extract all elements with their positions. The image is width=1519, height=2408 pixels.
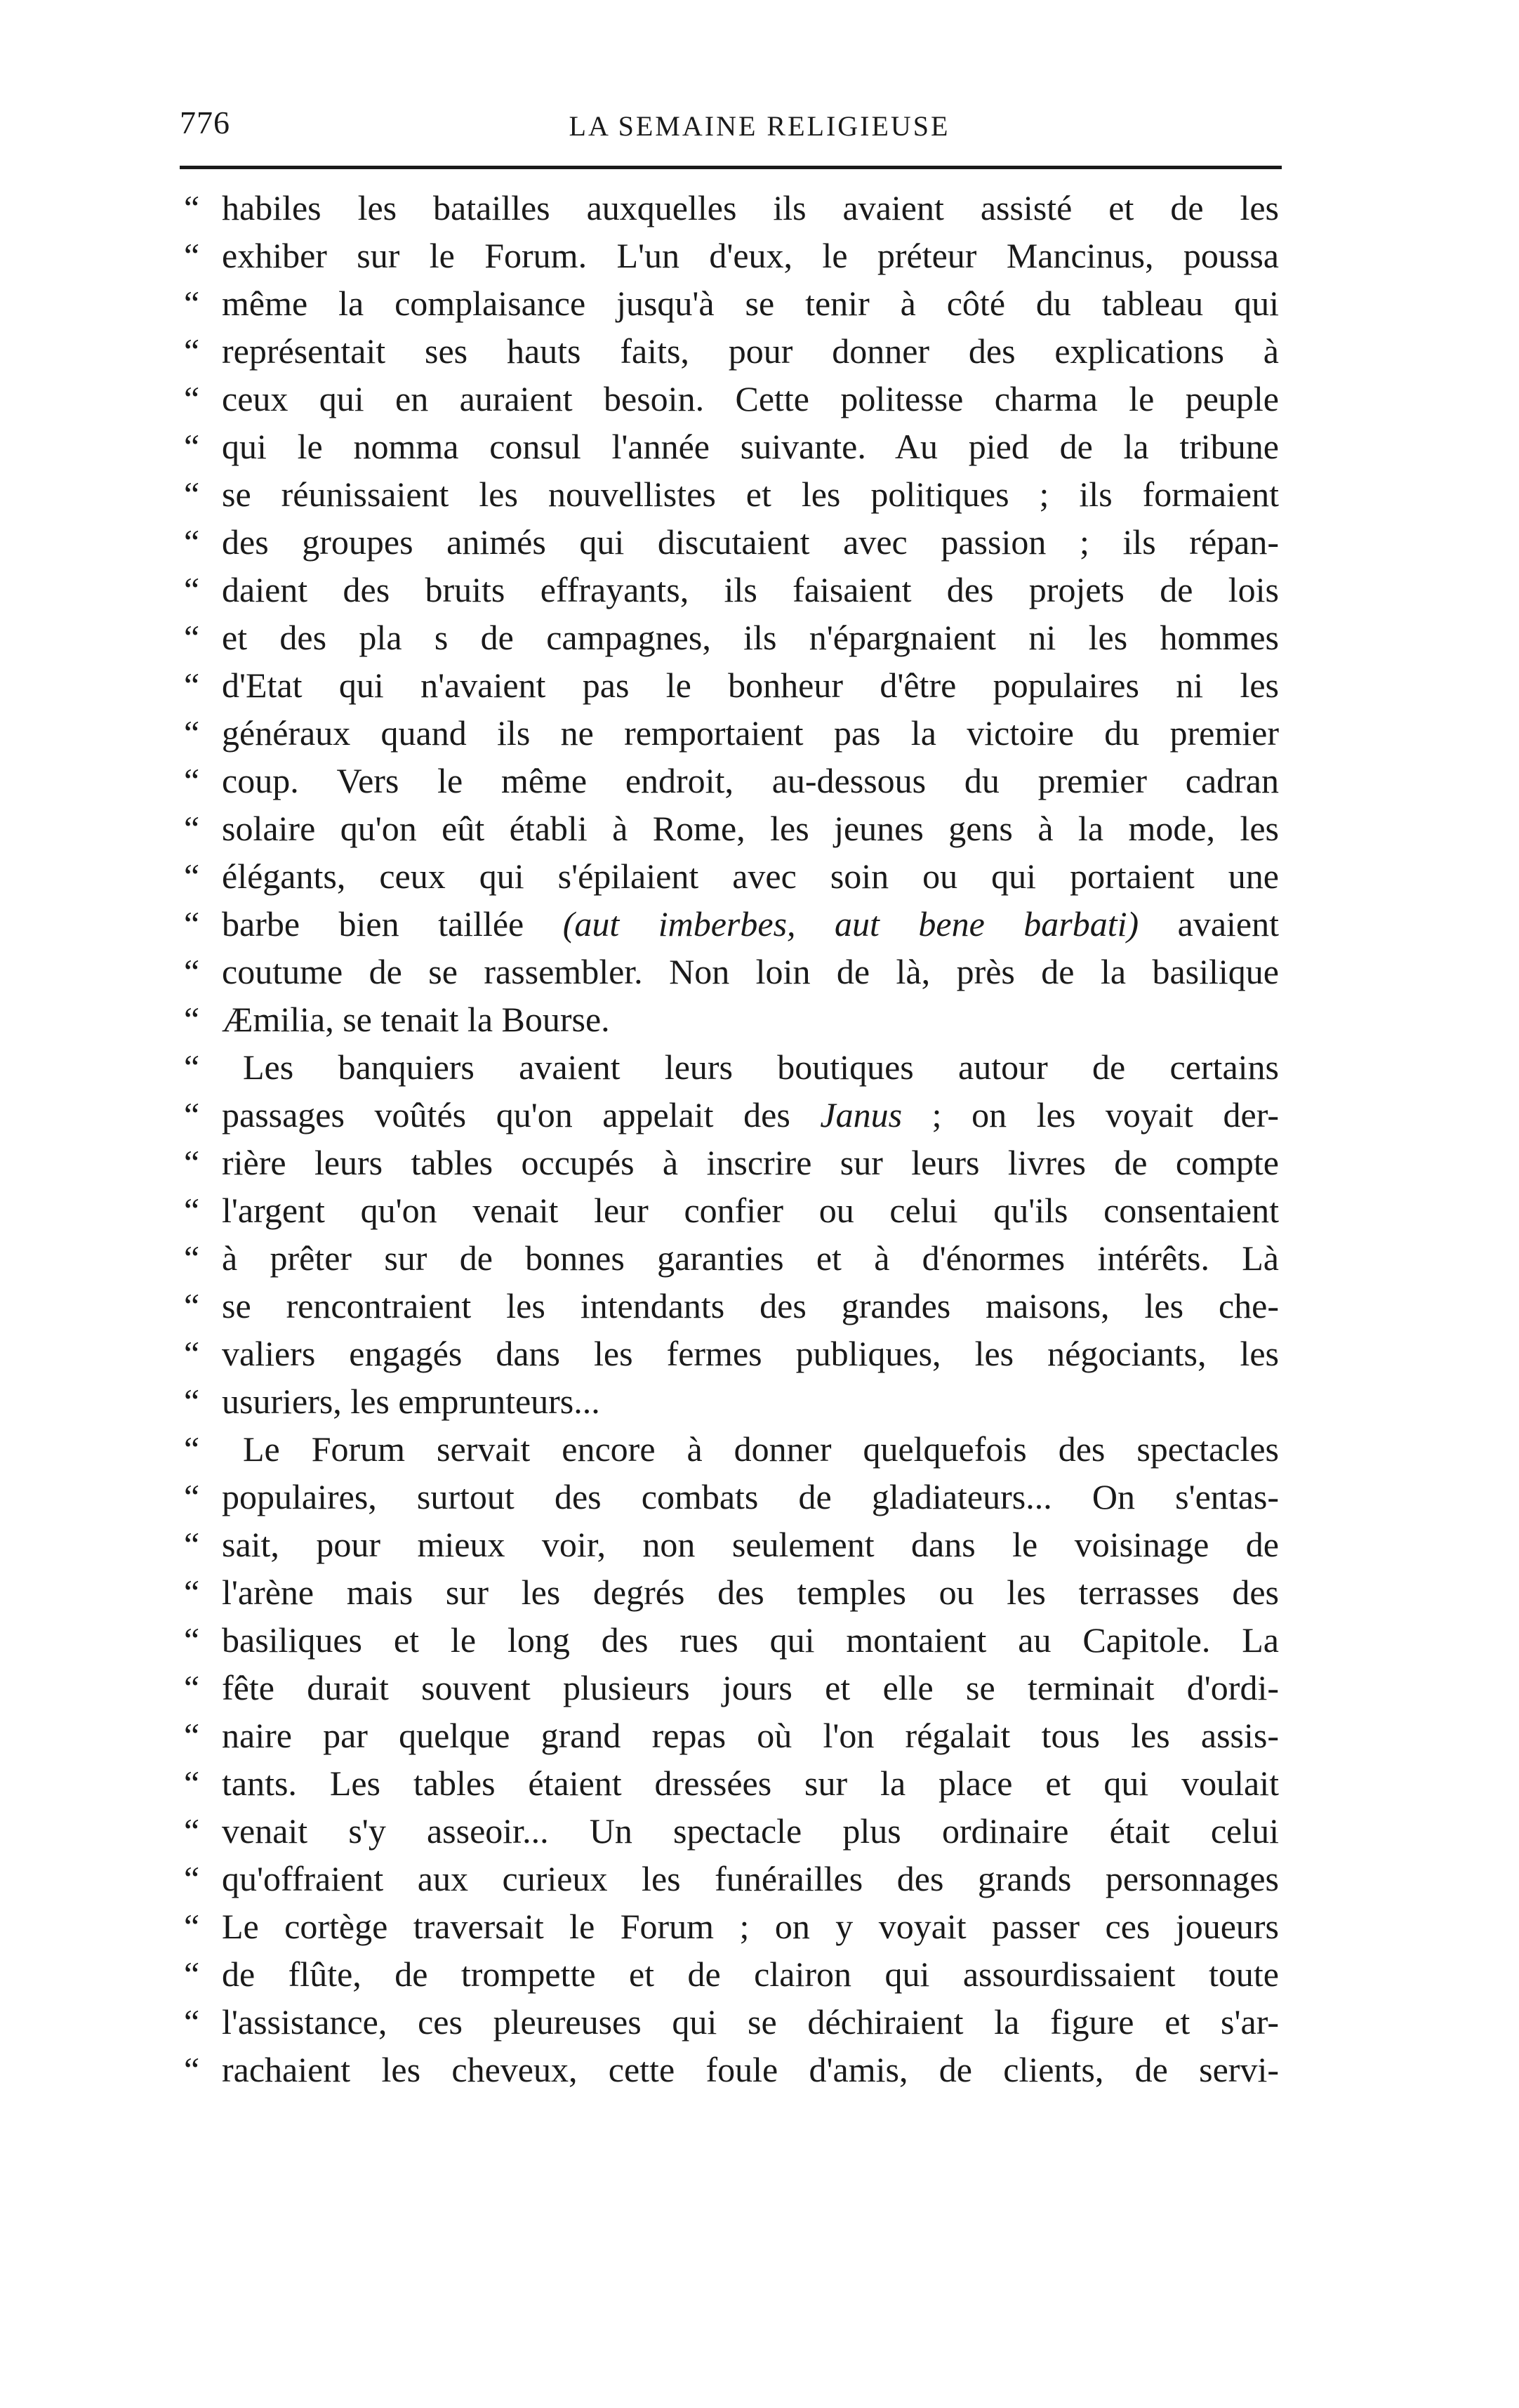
body-text xyxy=(184,184,1279,2093)
line-text: barbe bien taillée xyxy=(222,904,563,944)
quote-mark: “ xyxy=(184,1764,200,1803)
line-text: l'arène mais sur les degrés des temples ou les terrasses des xyxy=(222,1573,1279,1612)
line-text: des groupes animés qui discutaient avec passion ; ils répan- xyxy=(222,522,1279,562)
text-line xyxy=(184,1139,1279,1186)
text-line xyxy=(184,1186,1279,1234)
quote-mark: “ xyxy=(184,1095,200,1134)
quote-mark: “ xyxy=(184,1668,200,1707)
line-text: Le cortège traversait le Forum ; on y voyait passer ces joueurs xyxy=(222,1907,1279,1946)
quote-mark: “ xyxy=(184,1716,200,1755)
text-line xyxy=(184,1855,1279,1903)
line-text: passages voûtés qu'on appelait des xyxy=(222,1095,821,1134)
quote-mark: “ xyxy=(184,379,200,418)
text-line xyxy=(184,1521,1279,1568)
quote-mark: “ xyxy=(184,1573,200,1612)
quote-mark: “ xyxy=(184,1047,200,1087)
line-text: qu'offraient aux curieux les funérailles des grands personnages xyxy=(222,1859,1279,1898)
line-text: généraux quand ils ne remportaient pas la victoire du premier xyxy=(222,713,1279,753)
text-line xyxy=(184,709,1279,757)
line-text: Les banquiers avaient leurs boutiques autour de certains xyxy=(243,1047,1279,1087)
line-text: daient des bruits effrayants, ils faisaient des projets de lois xyxy=(222,570,1279,609)
quote-mark: “ xyxy=(184,952,200,991)
line-text: d'Etat qui n'avaient pas le bonheur d'être populaires ni les xyxy=(222,666,1279,705)
text-line xyxy=(184,614,1279,661)
quote-mark: “ xyxy=(184,1477,200,1516)
line-text: usuriers, les emprunteurs... xyxy=(222,1382,600,1421)
text-line xyxy=(184,566,1279,614)
quote-mark: “ xyxy=(184,1238,200,1278)
line-text: rière leurs tables occupés à inscrire sur leurs livres de compte xyxy=(222,1143,1279,1182)
quote-mark: “ xyxy=(184,188,200,227)
quote-mark: “ xyxy=(184,2002,200,2042)
running-title: LA SEMAINE RELIGIEUSE xyxy=(569,110,950,142)
quote-mark: “ xyxy=(184,284,200,323)
text-line xyxy=(184,423,1279,470)
text-line xyxy=(184,1091,1279,1139)
line-text: populaires, surtout des combats de gladiateurs... On s'entas- xyxy=(222,1477,1279,1516)
line-text-end: avaient xyxy=(1139,904,1279,944)
text-line xyxy=(184,1950,1279,1998)
quote-mark: “ xyxy=(184,522,200,562)
text-line xyxy=(184,995,1279,1043)
quote-mark: “ xyxy=(184,809,200,848)
italic-text: (aut imberbes, aut bene barbati) xyxy=(562,904,1139,944)
text-line xyxy=(184,327,1279,375)
quote-mark: “ xyxy=(184,1620,200,1660)
text-line xyxy=(184,375,1279,423)
line-text: basiliques et le long des rues qui montaient au Capitole. La xyxy=(222,1620,1279,1660)
quote-mark: “ xyxy=(184,1525,200,1564)
line-text: de flûte, de trompette et de clairon qui assourdissaient toute xyxy=(222,1954,1279,1994)
line-text: habiles les batailles auxquelles ils avaient assisté et de les xyxy=(222,188,1279,227)
text-line xyxy=(184,1664,1279,1712)
line-text: Le Forum servait encore à donner quelquefois des spectacles xyxy=(243,1429,1279,1469)
quote-mark: “ xyxy=(184,1000,200,1039)
line-text: l'argent qu'on venait leur confier ou celui qu'ils consentaient xyxy=(222,1191,1279,1230)
text-line xyxy=(184,1759,1279,1807)
line-text: l'assistance, ces pleureuses qui se déchiraient la figure et s'ar- xyxy=(222,2002,1279,2042)
quote-mark: “ xyxy=(184,331,200,371)
text-line xyxy=(184,1377,1279,1425)
line-text: tants. Les tables étaient dressées sur la place et qui voulait xyxy=(222,1764,1279,1803)
text-line xyxy=(184,1234,1279,1282)
line-text: ceux qui en auraient besoin. Cette politesse charma le peuple xyxy=(222,379,1279,418)
text-line xyxy=(184,1473,1279,1521)
line-text: et des pla s de campagnes, ils n'épargnaient ni les hommes xyxy=(222,618,1279,657)
quote-mark: “ xyxy=(184,713,200,753)
quote-mark: “ xyxy=(184,618,200,657)
quote-mark: “ xyxy=(184,856,200,896)
line-text: valiers engagés dans les fermes publiques, les négociants, les xyxy=(222,1334,1279,1373)
line-text: coup. Vers le même endroit, au-dessous du premier cadran xyxy=(222,761,1279,800)
text-line xyxy=(184,518,1279,566)
text-line xyxy=(184,184,1279,232)
quote-mark: “ xyxy=(184,2050,200,2089)
quote-mark: “ xyxy=(184,475,200,514)
line-text: à prêter sur de bonnes garanties et à d'énormes intérêts. Là xyxy=(222,1238,1279,1278)
text-line xyxy=(184,900,1279,948)
line-text: venait s'y asseoir... Un spectacle plus ordinaire était celui xyxy=(222,1811,1279,1851)
line-text: se réunissaient les nouvellistes et les politiques ; ils formaient xyxy=(222,475,1279,514)
line-text-end: ; on les voyait der- xyxy=(902,1095,1279,1134)
quote-mark: “ xyxy=(184,1143,200,1182)
text-line xyxy=(184,1568,1279,1616)
italic-text: Janus xyxy=(820,1095,903,1134)
quote-mark: “ xyxy=(184,1907,200,1946)
text-line xyxy=(184,2046,1279,2093)
line-text: naire par quelque grand repas où l'on régalait tous les assis- xyxy=(222,1716,1279,1755)
text-line xyxy=(184,1330,1279,1377)
line-text: se rencontraient les intendants des grandes maisons, les che- xyxy=(222,1286,1279,1325)
text-line xyxy=(184,1282,1279,1330)
line-text: élégants, ceux qui s'épilaient avec soin ou qui portaient une xyxy=(222,856,1279,896)
text-line xyxy=(184,852,1279,900)
line-text: exhiber sur le Forum. L'un d'eux, le préteur Mancinus, poussa xyxy=(222,236,1279,275)
text-line xyxy=(184,232,1279,279)
text-line xyxy=(184,1712,1279,1759)
text-line xyxy=(184,1903,1279,1950)
quote-mark: “ xyxy=(184,666,200,705)
line-text: Æmilia, se tenait la Bourse. xyxy=(222,1000,610,1039)
quote-mark: “ xyxy=(184,1429,200,1469)
text-line xyxy=(184,661,1279,709)
line-text: rachaient les cheveux, cette foule d'amis, de clients, de servi- xyxy=(222,2050,1279,2089)
quote-mark: “ xyxy=(184,1382,200,1421)
text-line xyxy=(184,470,1279,518)
header-rule xyxy=(180,166,1282,169)
quote-mark: “ xyxy=(184,1286,200,1325)
quote-mark: “ xyxy=(184,1334,200,1373)
text-line xyxy=(184,948,1279,995)
line-text: qui le nomma consul l'année suivante. Au pied de la tribune xyxy=(222,427,1279,466)
text-line xyxy=(184,1807,1279,1855)
page-number: 776 xyxy=(180,105,230,140)
text-line xyxy=(184,1425,1279,1473)
line-text: fête durait souvent plusieurs jours et elle se terminait d'ordi- xyxy=(222,1668,1279,1707)
quote-mark: “ xyxy=(184,1859,200,1898)
text-line xyxy=(184,279,1279,327)
line-text: solaire qu'on eût établi à Rome, les jeunes gens à la mode, les xyxy=(222,809,1279,848)
text-line xyxy=(184,1616,1279,1664)
text-line xyxy=(184,757,1279,805)
quote-mark: “ xyxy=(184,1811,200,1851)
text-line xyxy=(184,1998,1279,2046)
quote-mark: “ xyxy=(184,761,200,800)
line-text: même la complaisance jusqu'à se tenir à côté du tableau qui xyxy=(222,284,1279,323)
text-line xyxy=(184,805,1279,852)
quote-mark: “ xyxy=(184,1954,200,1994)
quote-mark: “ xyxy=(184,904,200,944)
quote-mark: “ xyxy=(184,570,200,609)
quote-mark: “ xyxy=(184,427,200,466)
quote-mark: “ xyxy=(184,236,200,275)
line-text: coutume de se rassembler. Non loin de là, près de la basilique xyxy=(222,952,1279,991)
line-text: représentait ses hauts faits, pour donner des explications à xyxy=(222,331,1279,371)
text-line xyxy=(184,1043,1279,1091)
line-text: sait, pour mieux voir, non seulement dans le voisinage de xyxy=(222,1525,1279,1564)
quote-mark: “ xyxy=(184,1191,200,1230)
